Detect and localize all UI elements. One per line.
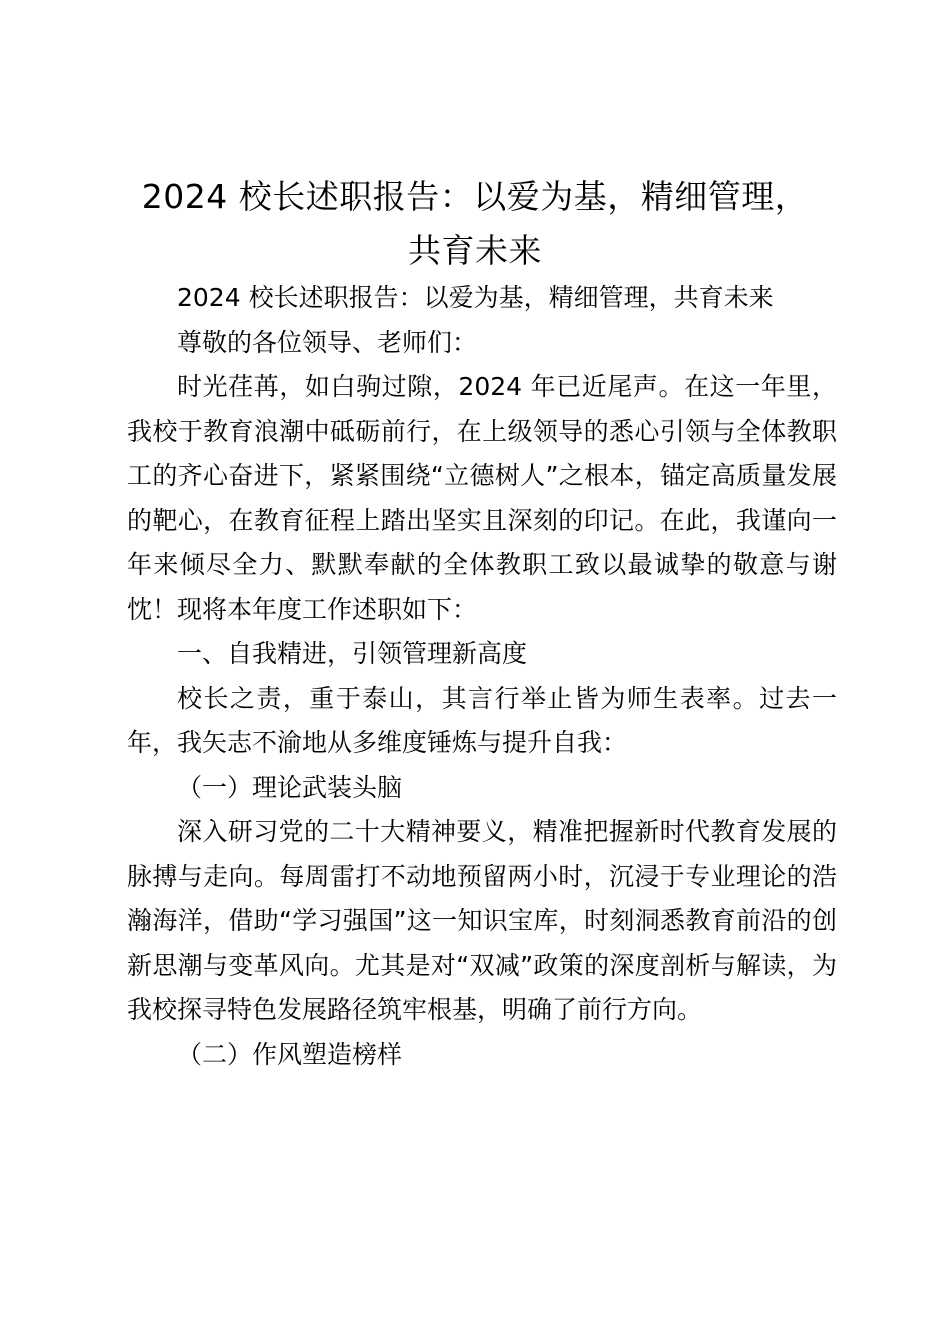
subsection-heading-2: （二）作风塑造榜样 [177,1039,403,1069]
section-heading-1: 一、自我精进，引领管理新高度 [177,639,528,668]
salutation: 尊敬的各位领导、老师们： [177,327,478,357]
document-title [100,170,850,278]
document-body [127,276,837,1077]
title-line-2: 共育未来 [408,231,542,270]
subsection-heading-1: （一）理论武装头脑 [177,772,403,802]
body-paragraph: 深入研习党的二十大精神要义，精准把握新时代教育发展的脉搏与走向。每周雷打不动地预留两小时，沉浸于专业理论的浩瀚海洋，借助“学习强国”这一知识宝库，时刻洞悉教育前沿的创新思潮与变革风向。尤其是对“双减”政策的深度剖析与解读，为我校探寻特色发展路径筑牢根基，明确了前行方向。 [127,817,837,1024]
subtitle-paragraph: 2024 校长述职报告：以爱为基，精细管理，共育未来 [177,283,774,312]
body-paragraph: 校长之责，重于泰山，其言行举止皆为师生表率。过去一年，我矢志不渝地从多维度锤炼与提升自我： [127,683,837,757]
intro-paragraph: 时光荏苒，如白驹过隙，2024 年已近尾声。在这一年里，我校于教育浪潮中砥砺前行，在上级领导的悉心引领与全体教职工的齐心奋进下，紧紧围绕“立德树人”之根本，锚定高质量发展的靶心，在教育征程上踏出坚实且深刻的印记。在此，我谨向一年来倾尽全力、默默奉献的全体教职工致以最诚挚的敬意与谢忱！现将本年度工作述职如下： [127,372,837,624]
title-line-1: 2024 校长述职报告：以爱为基，精细管理， [141,177,809,216]
